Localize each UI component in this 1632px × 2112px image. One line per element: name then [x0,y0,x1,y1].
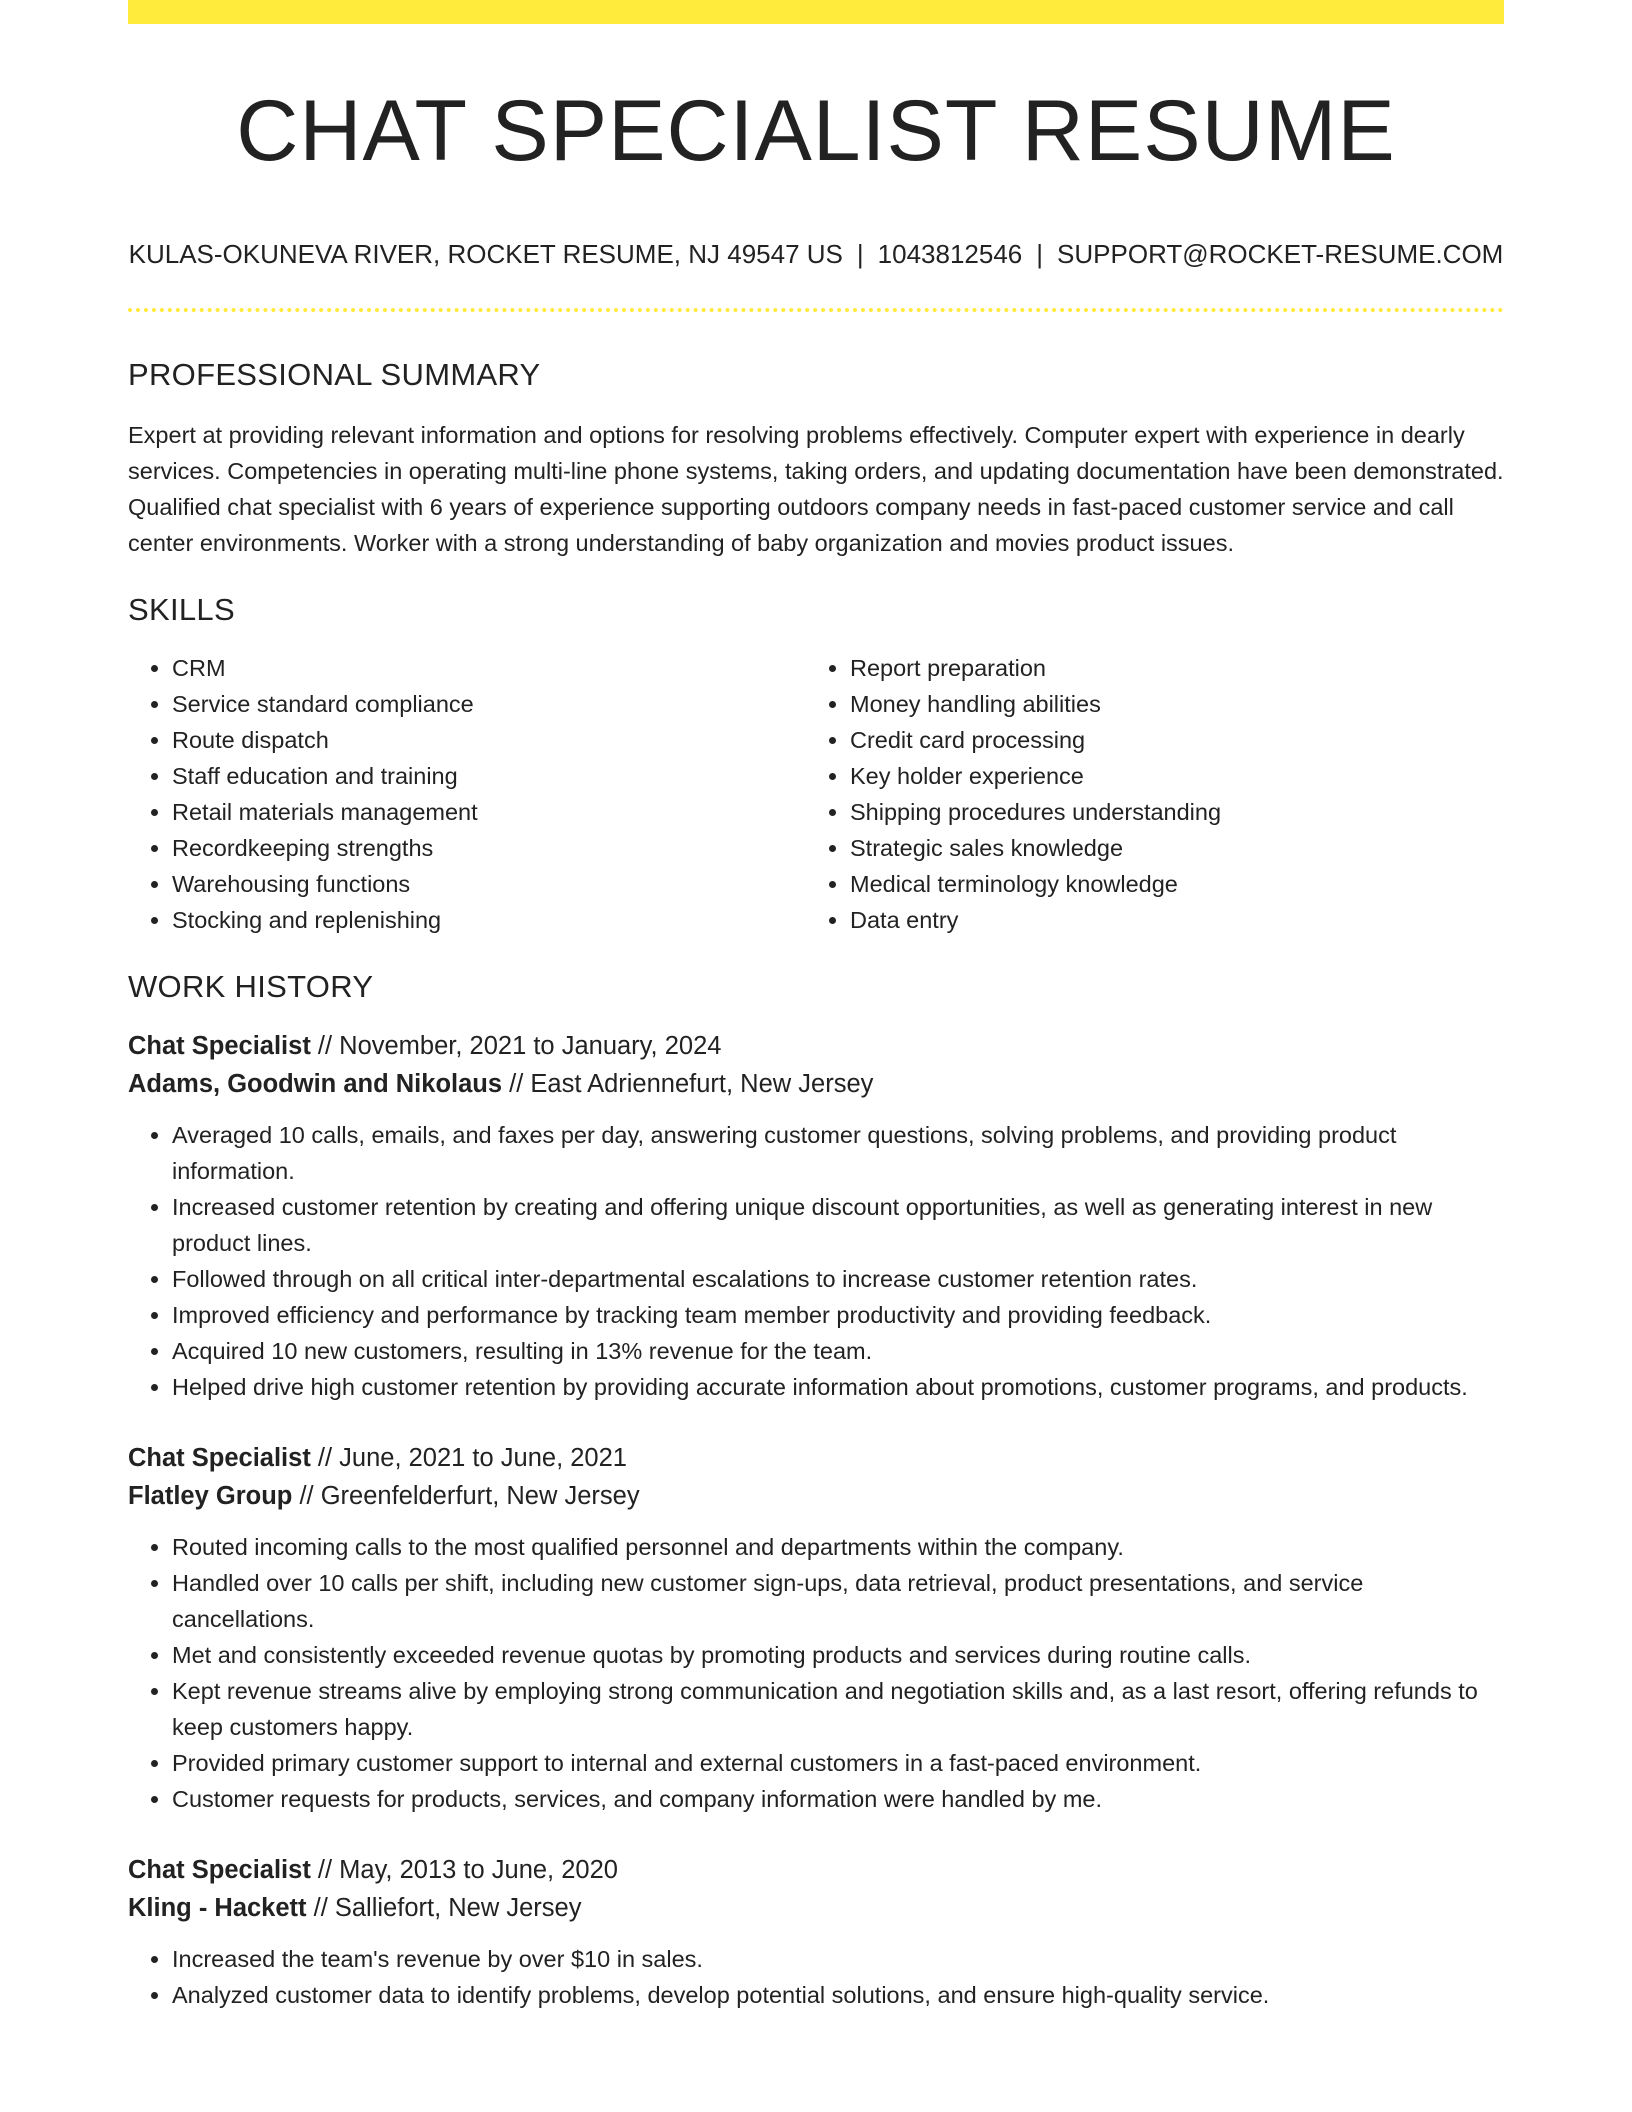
job-bullet: • Routed incoming calls to the most qualified personnel and departments within the company. [172,1529,1504,1565]
skill-item: • Route dispatch [172,722,806,758]
job-entry [128,1851,1504,2013]
job-company-line [128,1065,1504,1103]
job-bullet: • Increased the team's revenue by over $10 in sales. [172,1941,1504,1977]
job-dates: // May, 2013 to June, 2020 [310,1856,618,1885]
skills-column-left [128,650,806,938]
job-bullet: • Improved efficiency and performance by tracking team member productivity and providing feedback. [172,1297,1504,1333]
job-role-line [128,1439,1504,1477]
dotted-divider [128,308,1504,312]
skill-item: • Warehousing functions [172,866,806,902]
skill-item: • Data entry [850,902,1484,938]
skill-item: • Report preparation [850,650,1484,686]
skill-item: • Money handling abilities [850,686,1484,722]
skill-item: • Key holder experience [850,758,1484,794]
job-bullet: • Customer requests for products, services, and company information were handled by me. [172,1781,1504,1817]
job-location: // East Adriennefurt, New Jersey [502,1070,874,1099]
skill-item: • CRM [172,650,806,686]
job-bullet: • Increased customer retention by creating and offering unique discount opportunities, as well as generating interest in new product lines. [172,1189,1504,1261]
job-role: Chat Specialist [128,1032,311,1061]
contact-email: SUPPORT@ROCKET-RESUME.COM [1057,238,1504,269]
resume-title: CHAT SPECIALIST RESUME [236,83,1396,179]
job-company: Flatley Group [128,1482,293,1511]
skill-item: • Service standard compliance [172,686,806,722]
job-role-line [128,1027,1504,1065]
skill-item: • Staff education and training [172,758,806,794]
job-role: Chat Specialist [128,1444,311,1473]
contact-phone: 1043812546 [877,238,1023,269]
resume-page [128,0,1504,2013]
section-title-work-history: WORK HISTORY [128,969,374,1005]
skill-item: • Strategic sales knowledge [850,830,1484,866]
contact-address: KULAS-OKUNEVA RIVER, ROCKET RESUME, NJ 49547 US [128,238,843,269]
job-location: // Salliefort, New Jersey [306,1894,582,1923]
job-bullets [128,1117,1504,1405]
skill-item: • Retail materials management [172,794,806,830]
job-company: Kling - Hackett [128,1894,307,1923]
job-entry [128,1439,1504,1817]
job-role-line [128,1851,1504,1889]
job-bullet: • Averaged 10 calls, emails, and faxes per day, answering customer questions, solving problems, and providing product information. [172,1117,1504,1189]
job-company-line [128,1889,1504,1927]
job-bullet: • Met and consistently exceeded revenue quotas by promoting products and services during routine calls. [172,1637,1504,1673]
skill-item: • Credit card processing [850,722,1484,758]
job-bullet: • Provided primary customer support to internal and external customers in a fast-paced environment. [172,1745,1504,1781]
job-bullet: • Followed through on all critical inter-departmental escalations to increase customer retention rates. [172,1261,1504,1297]
job-dates: // November, 2021 to January, 2024 [310,1032,722,1061]
skills-column-right [806,650,1484,938]
section-title-summary: PROFESSIONAL SUMMARY [128,356,541,392]
job-location: // Greenfelderfurt, New Jersey [292,1482,640,1511]
contact-separator: | [1036,238,1044,269]
job-dates: // June, 2021 to June, 2021 [310,1444,627,1473]
job-bullet: • Acquired 10 new customers, resulting in 13% revenue for the team. [172,1333,1504,1369]
top-accent-bar [128,0,1504,24]
job-company-line [128,1477,1504,1515]
job-entry [128,1027,1504,1405]
job-company: Adams, Goodwin and Nikolaus [128,1070,503,1099]
contact-line [128,239,1504,270]
job-bullet: • Analyzed customer data to identify problems, develop potential solutions, and ensure high-quality service. [172,1977,1504,2013]
skills-list [128,650,1504,938]
job-bullet: • Handled over 10 calls per shift, including new customer sign-ups, data retrieval, product presentations, and service cancellations. [172,1565,1504,1637]
skill-item: • Medical terminology knowledge [850,866,1484,902]
contact-separator: | [856,238,864,269]
job-bullets [128,1941,1504,2013]
summary-text: Expert at providing relevant information and options for resolving problems effectively. Computer expert with experience in dearly services. Competencies in operating multi-line phone systems, taking orders, and updating documentation have been demonstrated. Qualified chat specialist with 6 years of experience supporting outdoors company needs in fast-paced customer service and call center environments. Worker with a strong understanding of baby organization and movies product issues. [128,421,1504,556]
section-title-skills: SKILLS [128,591,235,627]
job-bullet: • Helped drive high customer retention by providing accurate information about promotions, customer programs, and products. [172,1369,1504,1405]
skill-item: • Recordkeeping strengths [172,830,806,866]
job-role: Chat Specialist [128,1856,311,1885]
skill-item: • Stocking and replenishing [172,902,806,938]
job-bullet: • Kept revenue streams alive by employing strong communication and negotiation skills and, as a last resort, offering refunds to keep customers happy. [172,1673,1504,1745]
skill-item: • Shipping procedures understanding [850,794,1484,830]
job-bullets [128,1529,1504,1817]
